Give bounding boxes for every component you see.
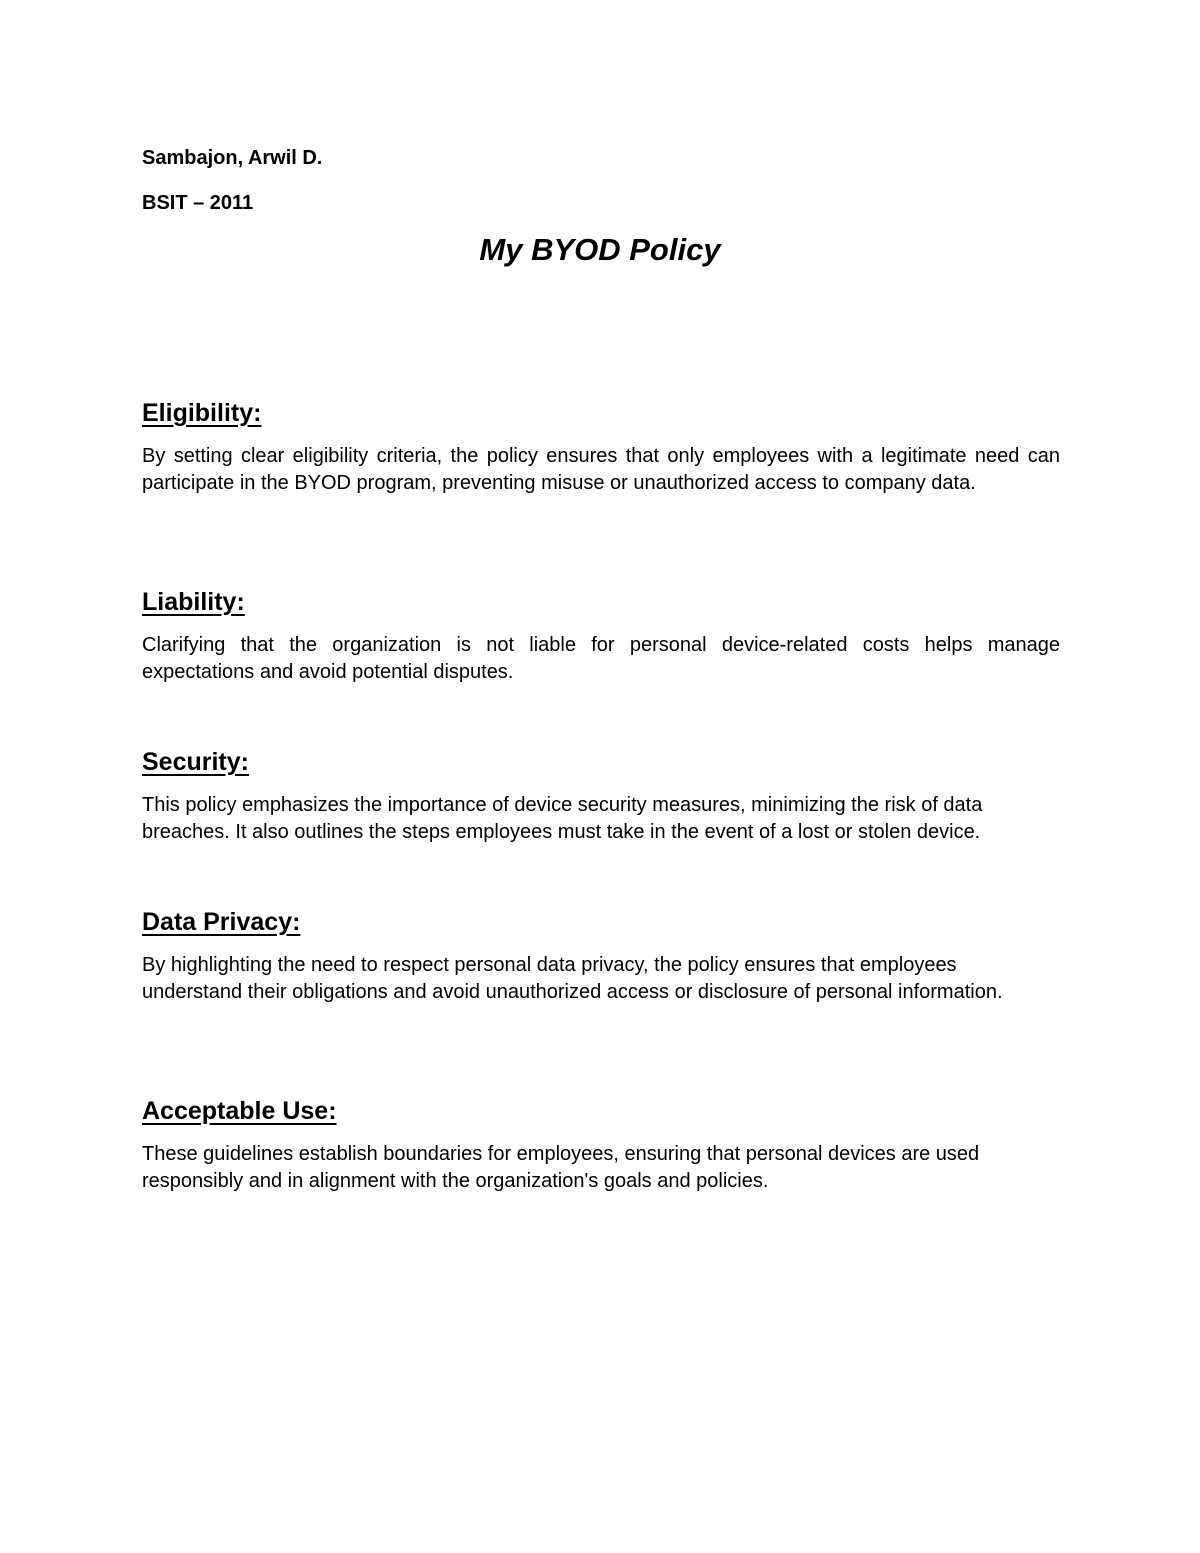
- author-name: Sambajon, Arwil D.: [142, 147, 323, 169]
- section-liability: [142, 586, 1060, 685]
- section-heading: Security:: [142, 748, 249, 776]
- class-section: BSIT – 2011: [142, 192, 254, 214]
- document-title: My BYOD Policy: [479, 232, 721, 267]
- section-body: By setting clear eligibility criteria, the policy ensures that only employees with a legitimate need can participate in the BYOD program, preventing misuse or unauthorized access to company data.: [142, 445, 1060, 494]
- section-body: Clarifying that the organization is not liable for personal device-related costs helps manage expectations and avoid potential disputes.: [142, 634, 1060, 683]
- section-heading: Data Privacy:: [142, 908, 301, 936]
- section-eligibility: [142, 397, 1060, 496]
- section-heading: Eligibility:: [142, 399, 262, 427]
- section-body: This policy emphasizes the importance of device security measures, minimizing the risk of data breaches. It also outlines the steps employees must take in the event of a lost or stolen device.: [142, 794, 983, 843]
- section-heading: Liability:: [142, 588, 245, 616]
- section-security: [142, 746, 1060, 845]
- section-acceptable-use: [142, 1095, 1060, 1194]
- section-heading: Acceptable Use:: [142, 1097, 337, 1125]
- section-body: These guidelines establish boundaries for employees, ensuring that personal devices are used responsibly and in alignment with the organization's goals and policies.: [142, 1143, 980, 1192]
- section-body: By highlighting the need to respect personal data privacy, the policy ensures that employees understand their obligations and avoid unauthorized access or disclosure of personal information.: [142, 954, 1003, 1003]
- section-data-privacy: [142, 906, 1060, 1005]
